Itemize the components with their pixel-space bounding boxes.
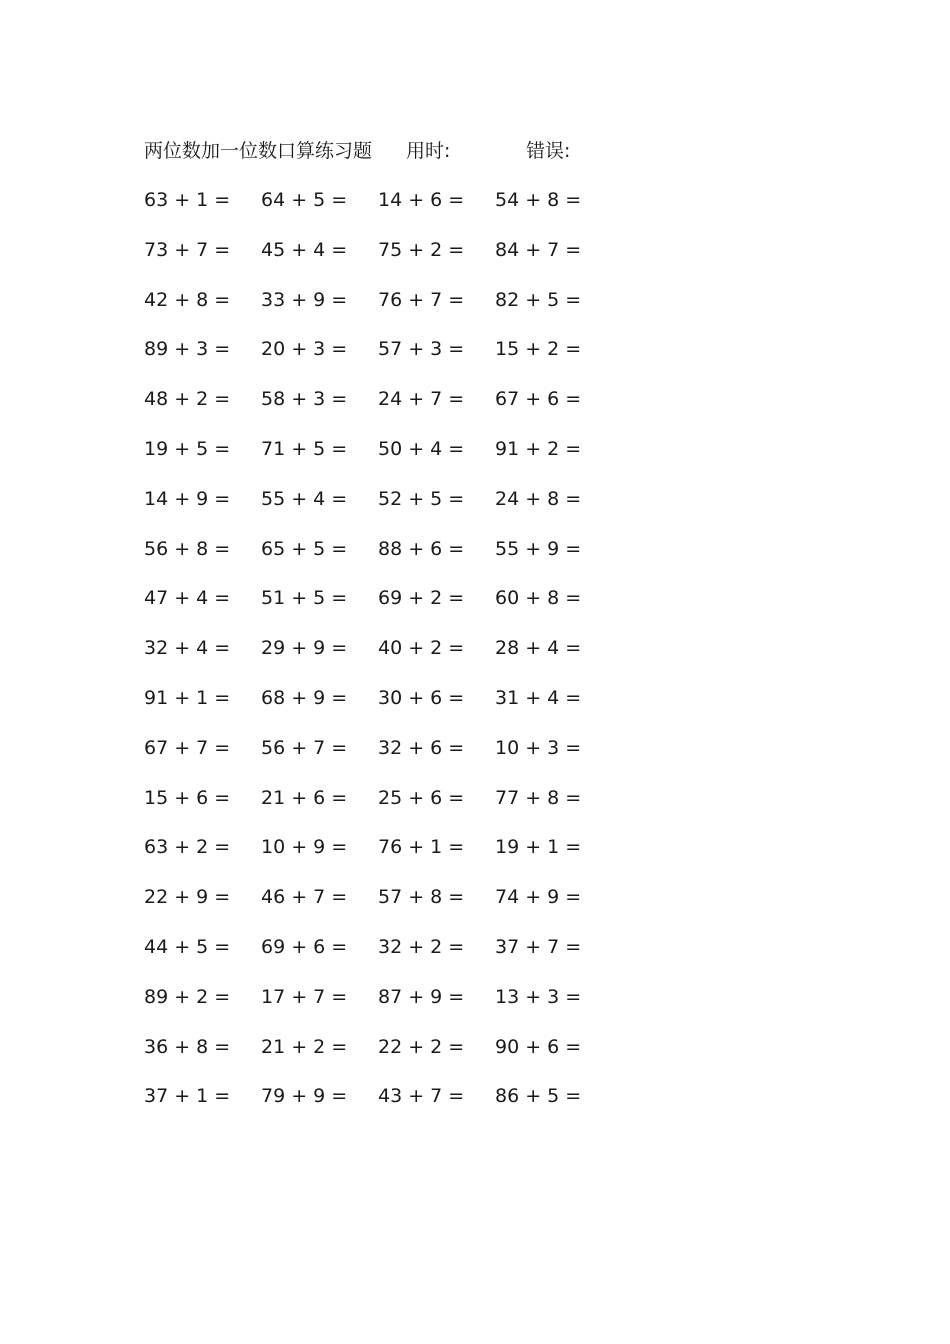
problem-row (144, 1032, 624, 1082)
problem-item: 57 + 3 = (378, 338, 465, 361)
problem-item: 21 + 6 = (261, 786, 348, 809)
problem-item: 44 + 5 = (144, 935, 231, 958)
problem-item: 67 + 7 = (144, 736, 231, 759)
problem-item: 69 + 6 = (261, 935, 348, 958)
problem-item: 32 + 6 = (378, 736, 465, 759)
problem-grid (144, 185, 624, 1131)
problem-item: 74 + 9 = (495, 886, 582, 909)
problem-item: 24 + 8 = (495, 487, 582, 510)
problem-row (144, 285, 624, 335)
problem-item: 14 + 9 = (144, 487, 231, 510)
problem-row (144, 235, 624, 285)
worksheet-header (144, 136, 844, 166)
problem-item: 56 + 7 = (261, 736, 348, 759)
problem-item: 89 + 3 = (144, 338, 231, 361)
problem-item: 33 + 9 = (261, 288, 348, 311)
problem-item: 22 + 2 = (378, 1035, 465, 1058)
problem-row (144, 583, 624, 633)
problem-item: 14 + 6 = (378, 189, 465, 211)
problem-item: 88 + 6 = (378, 537, 465, 560)
problem-item: 77 + 8 = (495, 786, 582, 809)
problem-item: 43 + 7 = (378, 1085, 465, 1108)
problem-row (144, 633, 624, 683)
problem-item: 55 + 9 = (495, 537, 582, 560)
problem-item: 75 + 2 = (378, 238, 465, 261)
problem-row (144, 434, 624, 484)
problem-item: 37 + 7 = (495, 935, 582, 958)
problem-item: 60 + 8 = (495, 587, 582, 610)
problem-item: 82 + 5 = (495, 288, 582, 311)
problem-item: 63 + 1 = (144, 189, 231, 211)
problem-item: 10 + 9 = (261, 836, 348, 859)
problem-item: 67 + 6 = (495, 388, 582, 411)
problem-item: 47 + 4 = (144, 587, 231, 610)
problem-row (144, 783, 624, 833)
problem-item: 71 + 5 = (261, 437, 348, 460)
problem-item: 20 + 3 = (261, 338, 348, 361)
problem-row (144, 882, 624, 932)
problem-item: 86 + 5 = (495, 1085, 582, 1108)
problem-item: 57 + 8 = (378, 886, 465, 909)
problem-item: 89 + 2 = (144, 985, 231, 1008)
problem-item: 25 + 6 = (378, 786, 465, 809)
problem-item: 76 + 7 = (378, 288, 465, 311)
worksheet-title: 两位数加一位数口算练习题 (144, 140, 373, 162)
problem-row (144, 733, 624, 783)
problem-item: 21 + 2 = (261, 1035, 348, 1058)
problem-row (144, 484, 624, 534)
problem-item: 68 + 9 = (261, 686, 348, 709)
problem-item: 50 + 4 = (378, 437, 465, 460)
problem-item: 32 + 4 = (144, 637, 231, 660)
problem-item: 36 + 8 = (144, 1035, 231, 1058)
problem-row (144, 534, 624, 584)
problem-item: 37 + 1 = (144, 1085, 231, 1108)
problem-item: 48 + 2 = (144, 388, 231, 411)
errors-label: 错误: (526, 140, 571, 162)
problem-item: 58 + 3 = (261, 388, 348, 411)
problem-item: 17 + 7 = (261, 985, 348, 1008)
problem-item: 90 + 6 = (495, 1035, 582, 1058)
problem-item: 46 + 7 = (261, 886, 348, 909)
problem-item: 19 + 5 = (144, 437, 231, 460)
problem-item: 24 + 7 = (378, 388, 465, 411)
problem-item: 79 + 9 = (261, 1085, 348, 1108)
problem-row (144, 384, 624, 434)
problem-item: 76 + 1 = (378, 836, 465, 859)
problem-item: 51 + 5 = (261, 587, 348, 610)
problem-item: 29 + 9 = (261, 637, 348, 660)
problem-item: 64 + 5 = (261, 189, 348, 211)
problem-item: 31 + 4 = (495, 686, 582, 709)
problem-item: 63 + 2 = (144, 836, 231, 859)
problem-item: 84 + 7 = (495, 238, 582, 261)
problem-item: 87 + 9 = (378, 985, 465, 1008)
problem-item: 73 + 7 = (144, 238, 231, 261)
problem-item: 54 + 8 = (495, 189, 582, 211)
problem-row (144, 683, 624, 733)
problem-row (144, 1081, 624, 1131)
problem-item: 22 + 9 = (144, 886, 231, 909)
problem-item: 45 + 4 = (261, 238, 348, 261)
problem-item: 65 + 5 = (261, 537, 348, 560)
problem-row (144, 982, 624, 1032)
problem-item: 13 + 3 = (495, 985, 582, 1008)
problem-item: 69 + 2 = (378, 587, 465, 610)
problem-item: 10 + 3 = (495, 736, 582, 759)
problem-row (144, 832, 624, 882)
problem-item: 55 + 4 = (261, 487, 348, 510)
problem-row (144, 334, 624, 384)
problem-item: 40 + 2 = (378, 637, 465, 660)
problem-item: 91 + 2 = (495, 437, 582, 460)
problem-item: 56 + 8 = (144, 537, 231, 560)
problem-item: 91 + 1 = (144, 686, 231, 709)
problem-item: 28 + 4 = (495, 637, 582, 660)
problem-row (144, 185, 624, 235)
problem-item: 52 + 5 = (378, 487, 465, 510)
problem-item: 32 + 2 = (378, 935, 465, 958)
problem-item: 42 + 8 = (144, 288, 231, 311)
problem-item: 19 + 1 = (495, 836, 582, 859)
problem-item: 15 + 2 = (495, 338, 582, 361)
problem-item: 30 + 6 = (378, 686, 465, 709)
problem-row (144, 932, 624, 982)
time-label: 用时: (406, 140, 451, 162)
problem-item: 15 + 6 = (144, 786, 231, 809)
